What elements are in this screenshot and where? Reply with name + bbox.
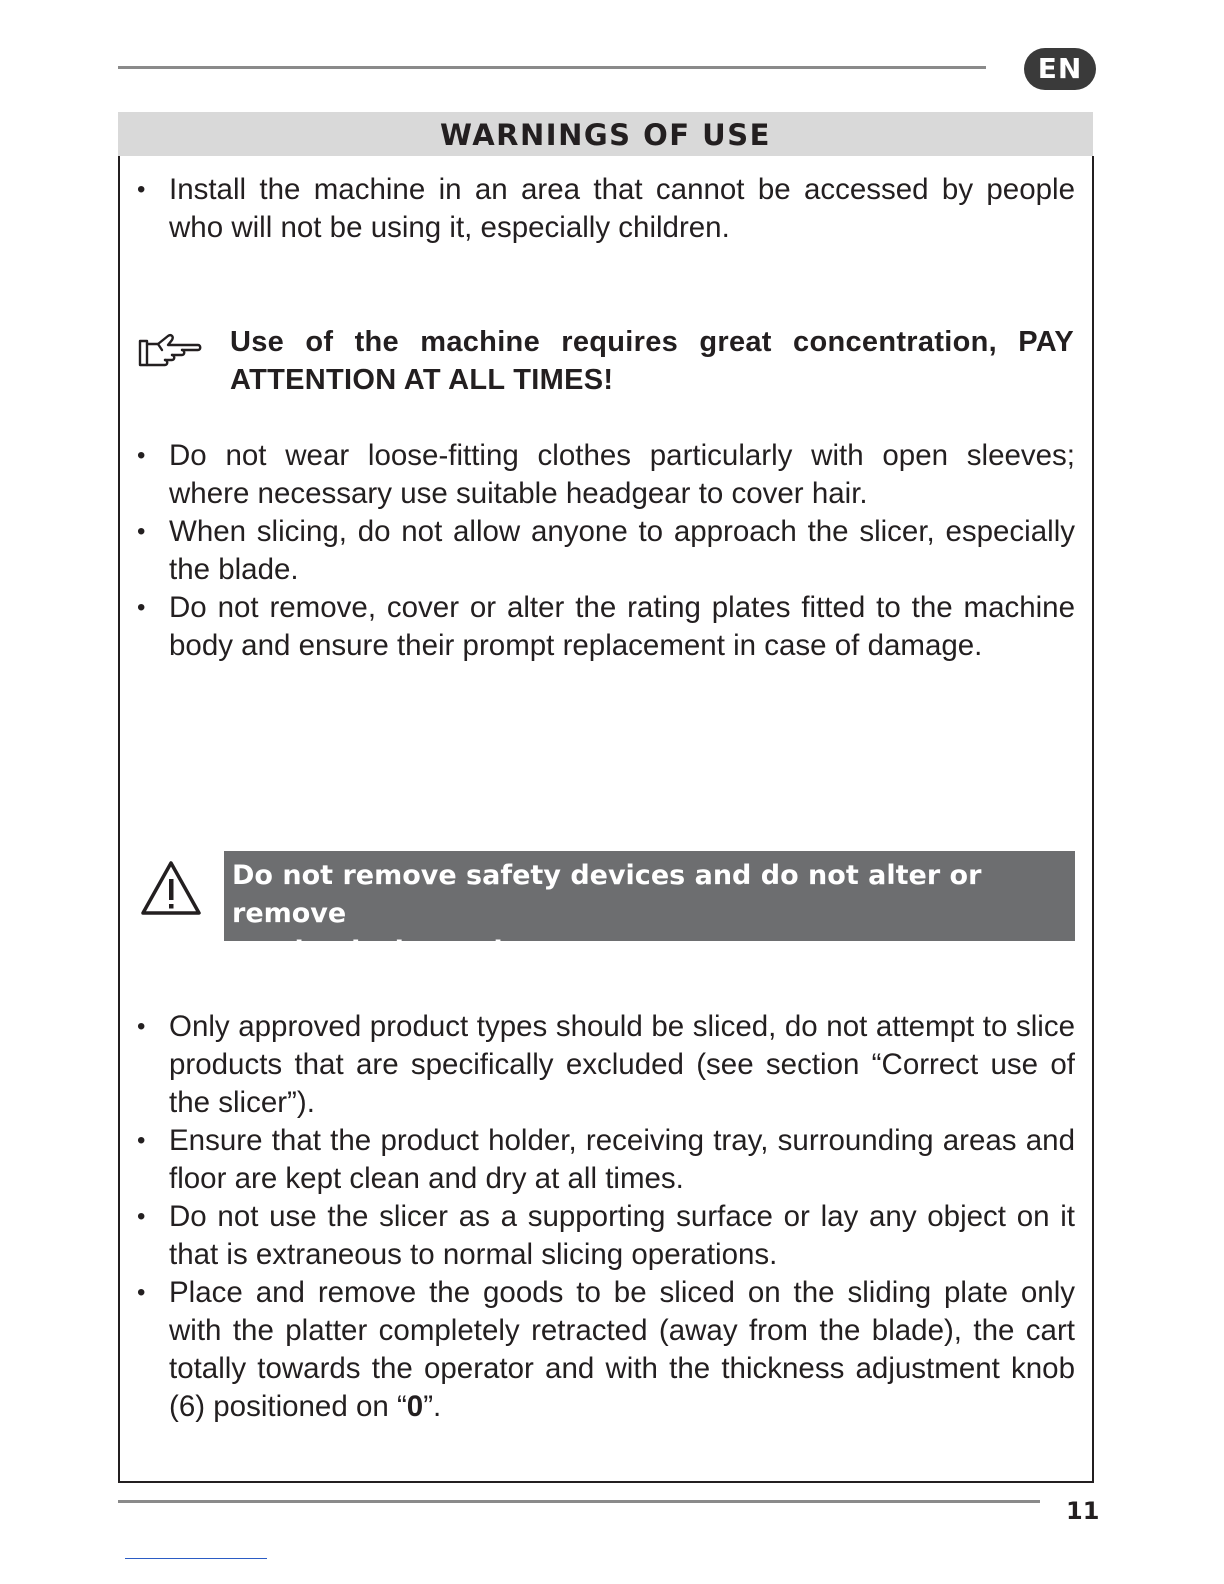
header-rule (118, 66, 986, 69)
middle-bullet-list (135, 437, 1075, 665)
attention-note-line-1: Use of the machine requires great concentration, PAY (230, 326, 1074, 358)
attention-note-text (230, 323, 1074, 399)
list-item: • Do not remove, cover or alter the rating plates fitted to the machine body and ensure their prompt replacement in case of damage. (135, 589, 1075, 665)
language-badge: EN (1024, 48, 1096, 90)
list-item: • Only approved product types should be sliced, do not attempt to slice products that are specifically excluded (see section “Correct use of the slicer”). (135, 1008, 1075, 1122)
attention-note-line-2: ATTENTION AT ALL TIMES! (230, 364, 614, 396)
list-item: • Install the machine in an area that cannot be accessed by people who will not be using it, especially children. (135, 171, 1075, 247)
safety-warning-line-1: Do not remove safety devices and do not alter or remove (232, 860, 982, 929)
list-item: • When slicing, do not allow anyone to approach the slicer, especially the blade. (135, 513, 1075, 589)
list-item (135, 1274, 1075, 1426)
list-item: • Do not use the slicer as a supporting surface or lay any object on it that is extraneous to normal slicing operations. (135, 1198, 1075, 1274)
intro-bullet-list (135, 171, 1075, 247)
pointing-hand-icon (138, 331, 202, 371)
list-item: • Do not wear loose-fitting clothes particularly with open sleeves; where necessary use suitable headgear to cover hair. (135, 437, 1075, 513)
page-number: 11 (1066, 1497, 1100, 1525)
section-title: WARNINGS OF USE (118, 112, 1093, 156)
link-underline (125, 1558, 267, 1559)
list-item: • Ensure that the product holder, receiving tray, surrounding areas and floor are kept clean and dry at all times. (135, 1122, 1075, 1198)
list-item-text-end: ”. (423, 1390, 442, 1423)
footer-rule (118, 1500, 1040, 1503)
final-bullet-list (135, 1008, 1075, 1426)
safety-warning (140, 851, 1075, 967)
list-item-text: Place and remove the goods to be sliced on the sliding plate only with the platter completely retracted (away from the blade), the cart totally towards the operator and with the thickness adjustment knob (6) positioned on “ (169, 1276, 1075, 1423)
warning-triangle-icon (140, 859, 202, 917)
safety-warning-box (224, 851, 1075, 967)
knob-zero-position: 0 (406, 1390, 424, 1423)
safety-warning-line-2: mechanical guards. (232, 936, 529, 967)
